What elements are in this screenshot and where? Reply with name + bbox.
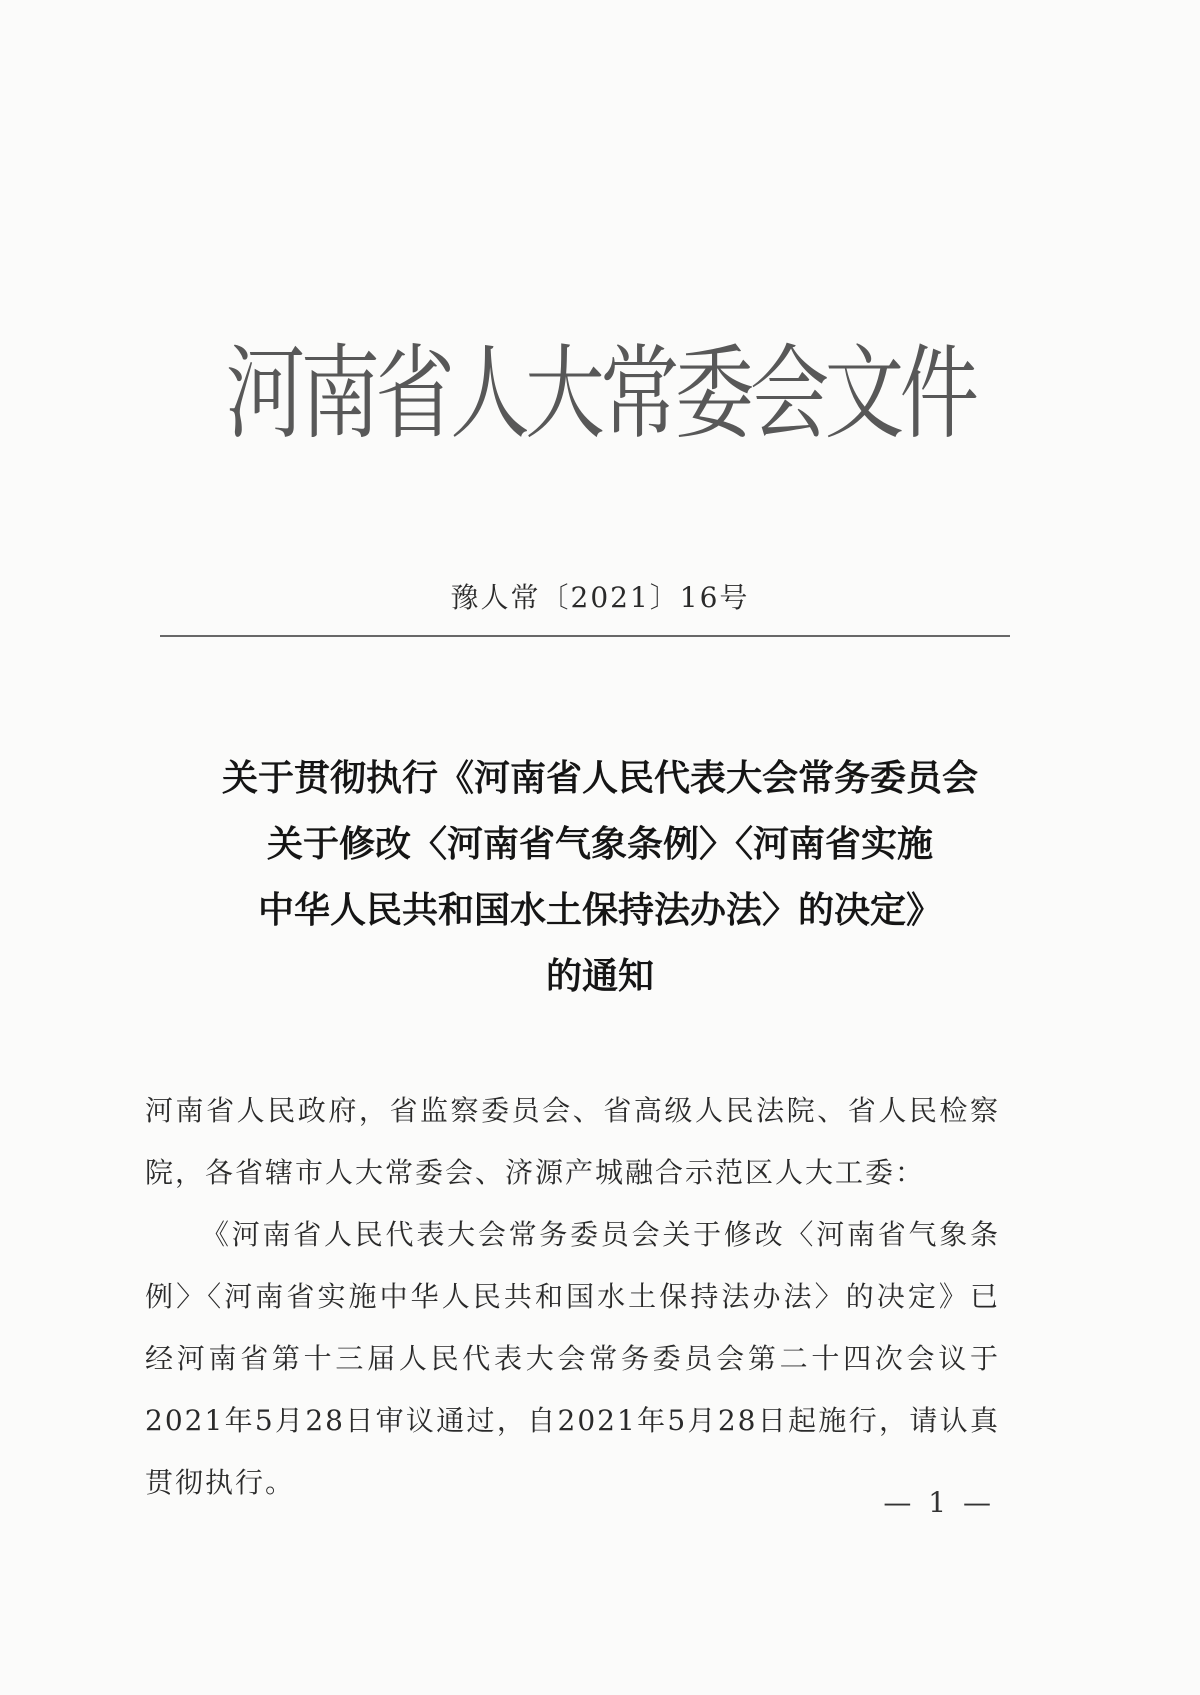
notice-body [145, 1080, 1000, 1514]
addressee-paragraph: 河南省人民政府，省监察委员会、省高级人民法院、省人民检察院，各省辖市人大常委会、济源产城融合示范区人大工委： [145, 1094, 1000, 1189]
header-divider [160, 635, 1010, 637]
title-line: 关于贯彻执行《河南省人民代表大会常务委员会 [221, 757, 978, 799]
page-number: — 1 — [883, 1486, 995, 1519]
title-line: 中华人民共和国水土保持法办法〉的决定》 [257, 889, 942, 931]
masthead-title: 河南省人大常委会文件 [225, 335, 975, 454]
title-line: 关于修改〈河南省气象条例〉〈河南省实施 [266, 823, 933, 865]
notice-title [0, 745, 1200, 1009]
title-line: 的通知 [545, 955, 654, 997]
document-number: 豫人常〔2021〕16号 [450, 581, 750, 614]
body-paragraph: 《河南省人民代表大会常务委员会关于修改〈河南省气象条例〉〈河南省实施中华人民共和国水土保持法办法〉的决定》已经河南省第十三届人民代表大会常务委员会第二十四次会议于2021年5月28日审议通过，自2021年5月28日起施行，请认真贯彻执行。 [145, 1218, 1000, 1499]
